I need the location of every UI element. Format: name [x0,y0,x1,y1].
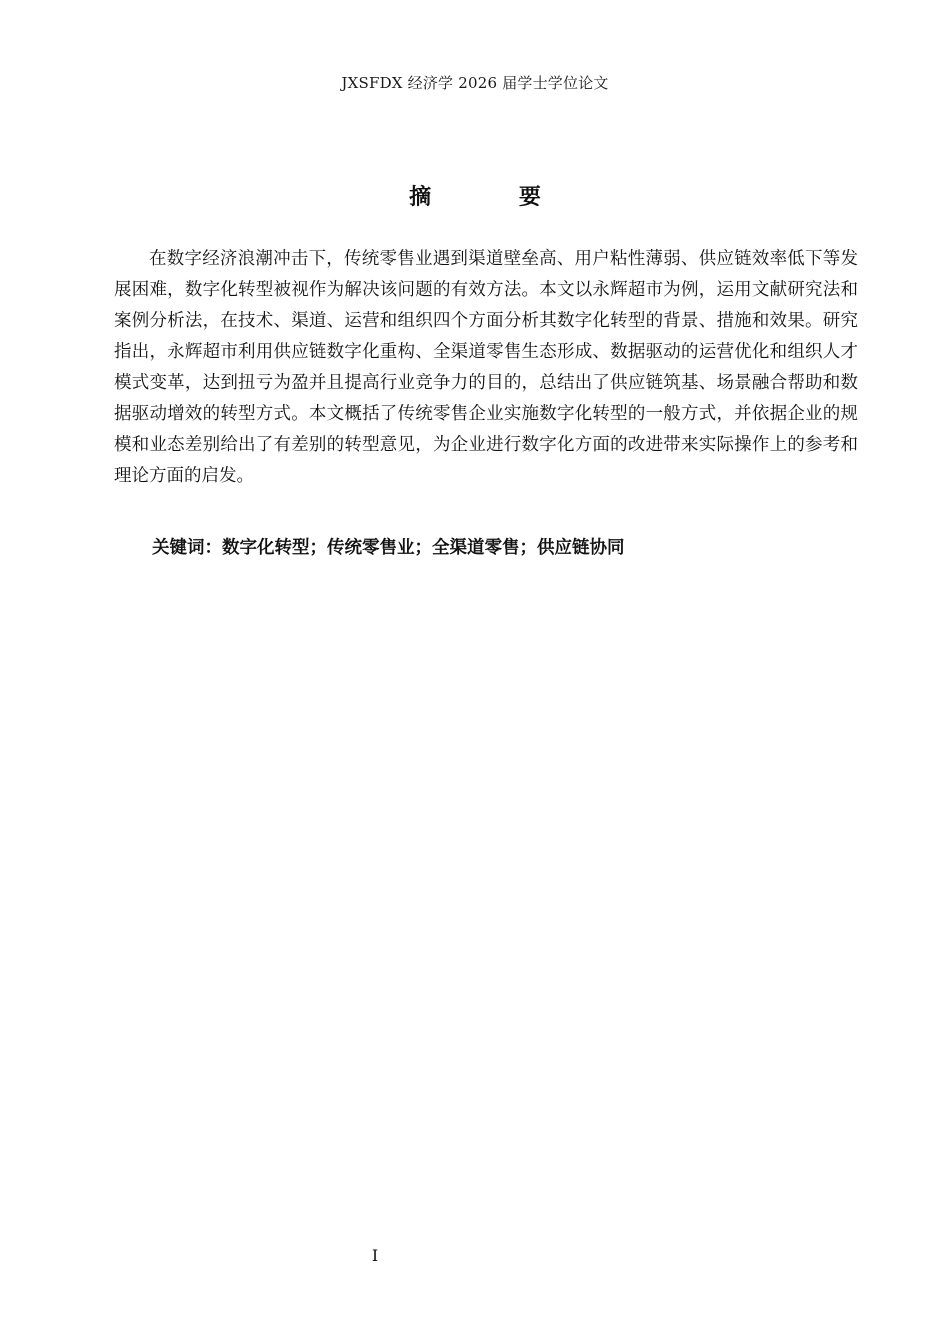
abstract-body: 在数字经济浪潮冲击下，传统零售业遇到渠道壁垒高、用户粘性薄弱、供应链效率低下等发展困难，数字化转型被视作为解决该问题的有效方法。本文以永辉超市为例，运用文献研究法和案例分析法，在技术、渠道、运营和组织四个方面分析其数字化转型的背景、措施和效果。研究指出，永辉超市利用供应链数字化重构、全渠道零售生态形成、数据驱动的运营优化和组织人才模式变革，达到扭亏为盈并且提高行业竞争力的目的，总结出了供应链筑基、场景融合帮助和数据驱动增效的转型方式。本文概括了传统零售企业实施数字化转型的一般方式，并依据企业的规模和业态差别给出了有差别的转型意见，为企业进行数字化方面的改进带来实际操作上的参考和理论方面的启发。 [114,249,858,486]
abstract-title: 摘 要 [409,185,581,210]
keywords-line: 关键词：数字化转型；传统零售业；全渠道零售；供应链协同 [152,538,625,558]
page-number: I [371,1246,379,1265]
page-number-container [0,1246,950,1265]
running-header: JXSFDX 经济学 2026 届学士学位论文 [341,74,609,92]
